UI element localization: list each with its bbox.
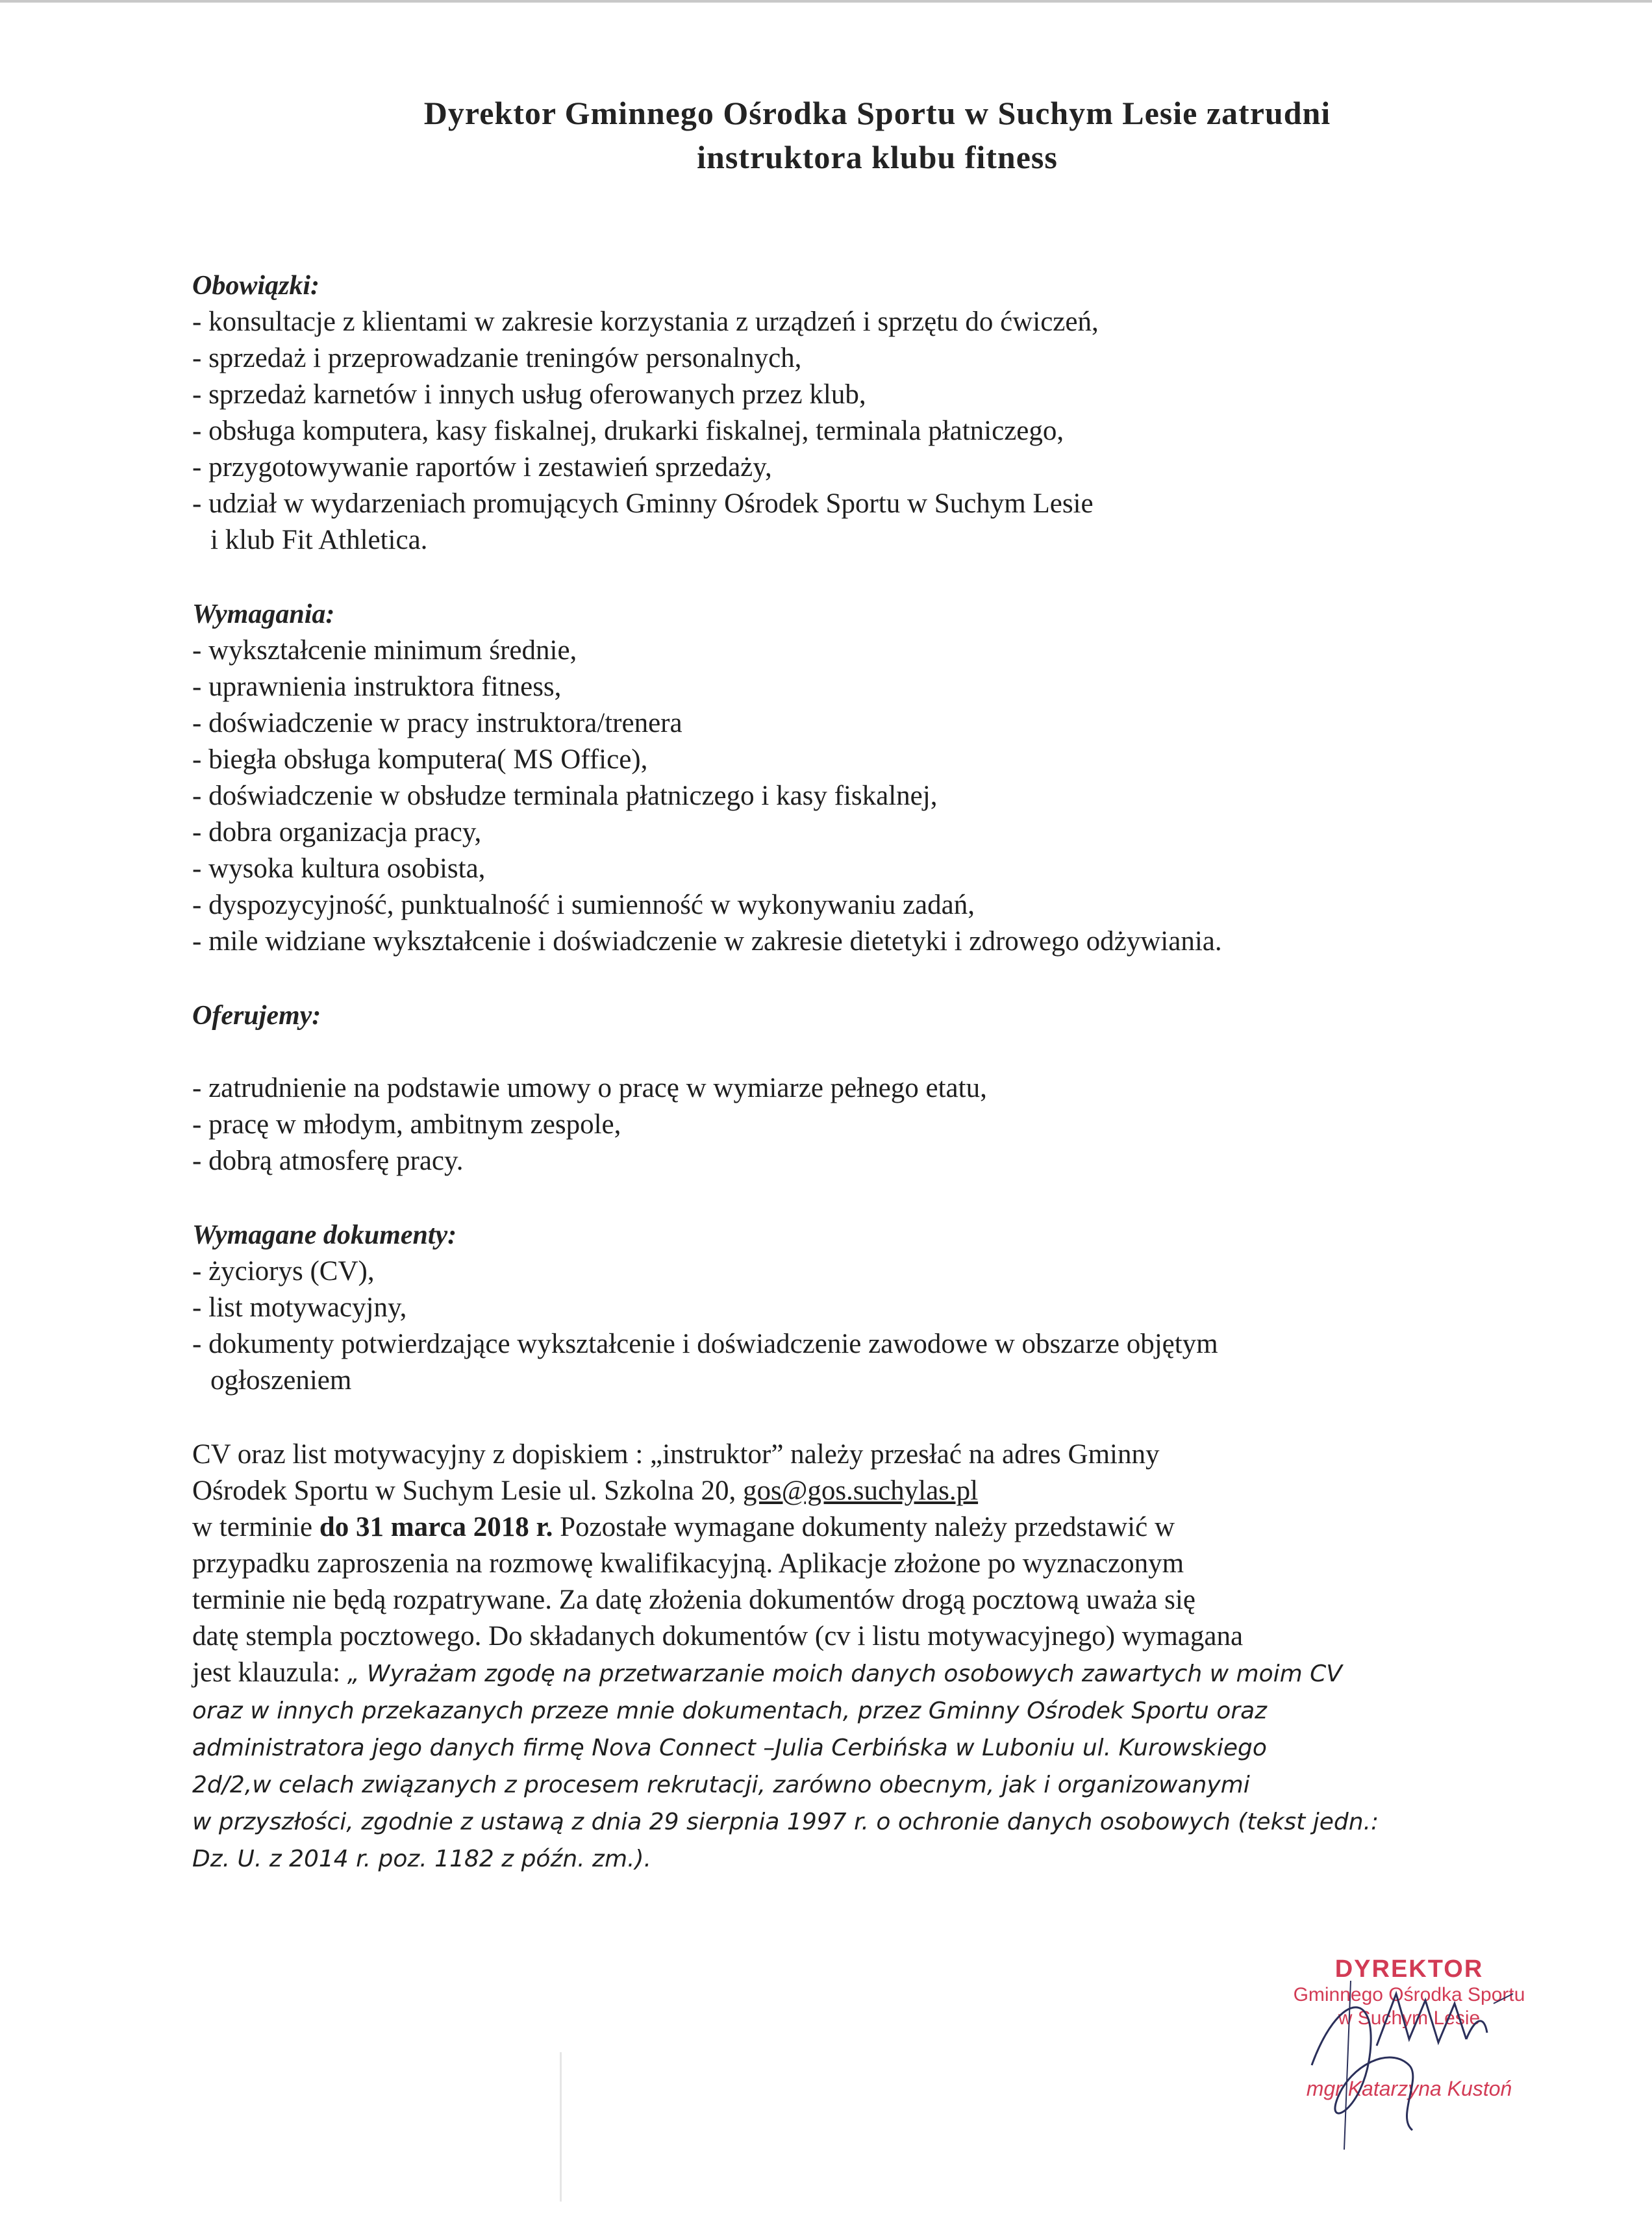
page-title bbox=[192, 91, 1465, 179]
requirements-list bbox=[192, 633, 1465, 960]
list-item: - dyspozycyjność, punktualność i sumienność w wykonywaniu zadań, bbox=[192, 890, 975, 920]
title-line-1: Dyrektor Gminnego Ośrodka Sportu w Suchym Lesie zatrudni bbox=[423, 95, 1331, 131]
paragraph-line bbox=[192, 1509, 1465, 1546]
list-item bbox=[192, 486, 1465, 559]
consent-clause-line: administratora jego danych firmę Nova Connect –Julia Cerbińska w Luboniu ul. Kurowskiego bbox=[192, 1735, 1267, 1761]
stamp-title: DYREKTOR bbox=[1334, 1955, 1484, 1983]
list-item: - sprzedaż i przeprowadzanie treningów personalnych, bbox=[192, 343, 802, 373]
list-item: - sprzedaż karnetów i innych usług oferowanych przez klub, bbox=[192, 379, 866, 410]
paragraph-line: CV oraz list motywacyjny z dopiskiem : „instruktor” należy przesłać na adres Gminny bbox=[192, 1439, 1160, 1470]
document-page bbox=[192, 91, 1465, 1878]
paragraph-line bbox=[192, 1655, 1465, 1692]
duties-list bbox=[192, 304, 1465, 559]
email-link[interactable]: gos@gos.suchylas.pl bbox=[742, 1476, 979, 1506]
section-heading-obowiazki: Obowiązki: bbox=[192, 271, 320, 301]
paragraph-line: przypadku zaproszenia na rozmowę kwalifikacyjną. Aplikacje złożone po wyznaczonym bbox=[192, 1548, 1184, 1579]
list-item: - pracę w młodym, ambitnym zespole, bbox=[192, 1109, 621, 1140]
paragraph-line: datę stempla pocztowego. Do składanych dokumentów (cv i listu motywacyjnego) wymagana bbox=[192, 1621, 1244, 1652]
handwritten-signature bbox=[1299, 1968, 1520, 2156]
offer-list bbox=[192, 1070, 1465, 1179]
application-paragraph bbox=[192, 1437, 1465, 1878]
list-item: - życiorys (CV), bbox=[192, 1256, 375, 1287]
list-item: - konsultacje z klientami w zakresie korzystania z urządzeń i sprzętu do ćwiczeń, bbox=[192, 307, 1099, 337]
list-item bbox=[192, 1326, 1465, 1399]
list-item: - wysoka kultura osobista, bbox=[192, 853, 486, 884]
paragraph-line bbox=[192, 1473, 1465, 1509]
list-item: - biegła obsługa komputera( MS Office), bbox=[192, 744, 648, 775]
consent-clause-line: Dz. U. z 2014 r. poz. 1182 z późn. zm.). bbox=[192, 1846, 651, 1872]
list-item: - list motywacyjny, bbox=[192, 1292, 407, 1323]
list-item: - doświadczenie w obsłudze terminala płatniczego i kasy fiskalnej, bbox=[192, 781, 938, 811]
section-dokumenty bbox=[192, 1217, 1465, 1399]
list-item: - doświadczenie w pracy instruktora/trenera bbox=[192, 708, 682, 738]
deadline-suffix: Pozostałe wymagane dokumenty należy przedstawić w bbox=[553, 1512, 1175, 1542]
list-item-text: - udział w wydarzeniach promujących Gminny Ośrodek Sportu w Suchym Lesie bbox=[192, 488, 1094, 519]
stamp-line-1: Gminnego Ośrodka Sportu bbox=[1293, 1984, 1525, 2005]
list-item-continuation: ogłoszeniem bbox=[210, 1365, 352, 1396]
list-item: - przygotowywanie raportów i zestawień sprzedaży, bbox=[192, 452, 772, 483]
list-item-text: - dokumenty potwierdzające wykształcenie i doświadczenie zawodowe w obszarze objętym bbox=[192, 1329, 1218, 1359]
section-heading-dokumenty: Wymagane dokumenty: bbox=[192, 1220, 457, 1250]
section-heading-wymagania: Wymagania: bbox=[192, 599, 335, 629]
consent-clause-line: „ Wyrażam zgodę na przetwarzanie moich danych osobowych zawartych w moim CV bbox=[347, 1661, 1342, 1687]
section-oferujemy bbox=[192, 998, 1465, 1179]
section-heading-oferujemy: Oferujemy: bbox=[192, 1001, 321, 1031]
clause-intro: jest klauzula: bbox=[192, 1657, 347, 1688]
deadline-prefix: w terminie bbox=[192, 1512, 319, 1542]
list-item-continuation: i klub Fit Athletica. bbox=[210, 525, 428, 555]
list-item: - zatrudnienie na podstawie umowy o pracę w wymiarze pełnego etatu, bbox=[192, 1073, 987, 1103]
section-wymagania bbox=[192, 596, 1465, 960]
documents-list bbox=[192, 1253, 1465, 1399]
list-item: - dobrą atmosferę pracy. bbox=[192, 1146, 464, 1176]
section-obowiazki bbox=[192, 268, 1465, 559]
stamp-line-2: w Suchym Lesie bbox=[1338, 2007, 1481, 2029]
list-item: - obsługa komputera, kasy fiskalnej, drukarki fiskalnej, terminala płatniczego, bbox=[192, 416, 1064, 446]
title-line-2: instruktora klubu fitness bbox=[697, 139, 1058, 175]
stamp-name: mgr Katarzyna Kustoń bbox=[1306, 2077, 1512, 2100]
consent-clause-line: w przyszłości, zgodnie z ustawą z dnia 29 sierpnia 1997 r. o ochronie danych osobowych (tekst jedn.: bbox=[192, 1809, 1379, 1835]
list-item: - dobra organizacja pracy, bbox=[192, 817, 482, 848]
list-item: - mile widziane wykształcenie i doświadczenie w zakresie dietetyki i zdrowego odżywiania. bbox=[192, 926, 1222, 957]
scan-edge-line bbox=[0, 0, 1652, 3]
consent-clause-line: 2d/2,w celach związanych z procesem rekrutacji, zarówno obecnym, jak i organizowanymi bbox=[192, 1772, 1250, 1798]
deadline-date: do 31 marca 2018 r. bbox=[319, 1512, 553, 1542]
scan-artifact-line bbox=[560, 2052, 562, 2202]
address-text: Ośrodek Sportu w Suchym Lesie ul. Szkolna 20, bbox=[192, 1476, 743, 1506]
consent-clause-line: oraz w innych przekazanych przeze mnie dokumentach, przez Gminny Ośrodek Sportu oraz bbox=[192, 1698, 1268, 1724]
list-item: - wykształcenie minimum średnie, bbox=[192, 635, 577, 666]
list-item: - uprawnienia instruktora fitness, bbox=[192, 672, 562, 702]
paragraph-line: terminie nie będą rozpatrywane. Za datę złożenia dokumentów drogą pocztową uważa się bbox=[192, 1585, 1195, 1615]
